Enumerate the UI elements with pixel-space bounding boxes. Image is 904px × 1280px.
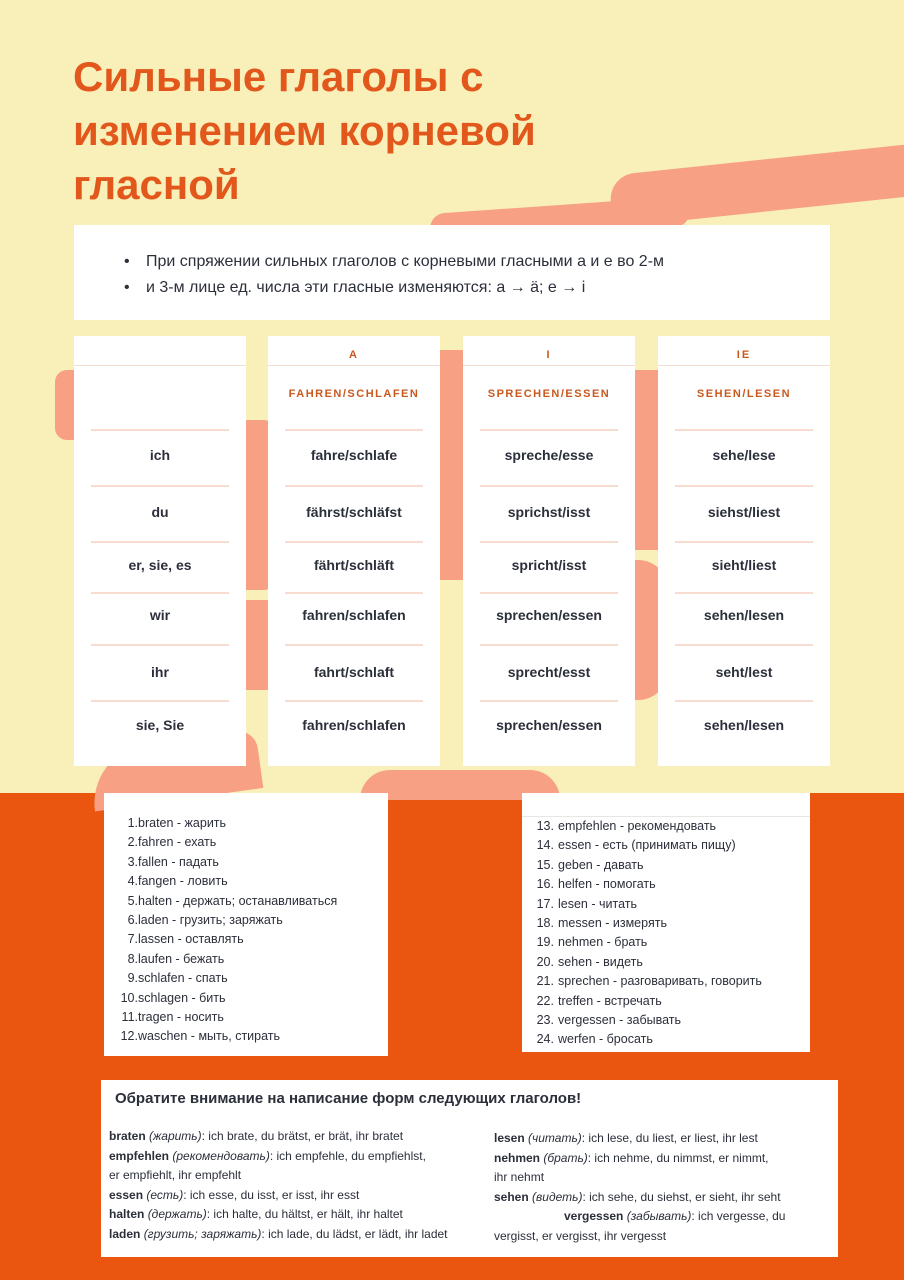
list-number: 17. [536, 896, 554, 911]
column-header-divider [74, 336, 246, 366]
verb-form-cell: spricht/isst [511, 557, 587, 573]
list-number: 5. [127, 893, 138, 908]
column-verbs-label: SEHEN/LESEN [696, 388, 792, 400]
list-text: geben - давать [558, 857, 644, 872]
list-text: helfen - помогать [558, 877, 656, 892]
verb-list-item [536, 875, 656, 894]
verb-list-item [536, 992, 662, 1011]
verb-list-left [104, 793, 388, 1056]
note-forms: vergisst, er vergisst, ihr vergesst [494, 1228, 667, 1243]
row-divider [91, 541, 229, 543]
note-forms: : ich esse, du isst, er isst, ihr esst [183, 1187, 360, 1202]
list-text: schlagen - бить [138, 990, 226, 1005]
verb-list-item [536, 914, 667, 933]
note-line [109, 1205, 403, 1225]
note-gloss: (брать) [543, 1150, 588, 1165]
row-divider [675, 485, 813, 487]
list-text: fahren - ехать [138, 835, 217, 850]
list-number: 9. [127, 971, 138, 986]
list-text: halten - держать; останавливаться [138, 893, 338, 908]
intro-box [74, 225, 830, 320]
row-divider [285, 429, 423, 431]
list-number: 11. [121, 1010, 138, 1024]
note-gloss: (грузить; заряжать) [143, 1226, 262, 1241]
verb-form-cell: sprechen/essen [496, 607, 602, 623]
row-divider [285, 485, 423, 487]
list-number: 22. [536, 993, 554, 1008]
note-verb: empfehlen [109, 1148, 170, 1163]
verb-form-cell: sprichst/isst [507, 504, 591, 520]
row-divider [91, 429, 229, 431]
row-divider [480, 485, 618, 487]
list-number: 10. [120, 990, 138, 1005]
list-number: 3. [127, 854, 138, 869]
verb-form-cell: sehen/lesen [703, 717, 785, 733]
verb-list-item [118, 872, 228, 891]
note-forms: : ich halte, du hältst, er hält, ihr haltet [206, 1207, 403, 1221]
list-text: essen - есть (принимать пищу) [558, 838, 736, 853]
list-text: messen - измерять [558, 916, 667, 930]
list-number: 19. [536, 935, 554, 950]
verb-list-item [536, 1011, 681, 1030]
note-line [109, 1186, 359, 1206]
note-gloss: (видеть) [532, 1189, 583, 1204]
list-number: 14. [536, 838, 554, 853]
verb-list-item [536, 933, 647, 952]
verb-list-item [118, 911, 283, 930]
verb-list-item [118, 930, 244, 949]
verb-form-cell: fahre/schlafe [310, 447, 398, 463]
note-verb: lesen [494, 1131, 525, 1145]
list-text: waschen - мыть, стирать [138, 1029, 281, 1044]
row-divider [285, 644, 423, 646]
row-divider [675, 644, 813, 646]
row-divider [91, 700, 229, 702]
list-number: 12. [120, 1029, 138, 1044]
note-line [109, 1225, 448, 1245]
row-divider [480, 700, 618, 702]
note-gloss: (жарить) [149, 1129, 202, 1143]
list-text: laden - грузить; заряжать [138, 913, 283, 927]
list-text: werfen - бросать [558, 1032, 653, 1047]
list-text: nehmen - брать [558, 935, 648, 950]
note-gloss: (забывать) [626, 1209, 692, 1223]
list-text: sehen - видеть [558, 954, 643, 969]
verb-list-item [536, 817, 716, 836]
pronoun-cell: ihr [151, 664, 169, 680]
verb-list-item [536, 856, 644, 875]
table-column [74, 336, 246, 766]
note-verb: nehmen [494, 1150, 541, 1165]
verb-list-right [522, 793, 810, 1052]
row-divider [480, 541, 618, 543]
row-divider [675, 541, 813, 543]
row-divider [675, 700, 813, 702]
row-divider [675, 592, 813, 594]
pronoun-cell: sie, Sie [135, 717, 185, 733]
intro-bullet: • и 3-м лице ед. числа эти гласные изменяются: a → ä; e → i [124, 275, 664, 301]
pronoun-cell: ich [149, 447, 171, 463]
table-column [268, 336, 440, 766]
verb-list-item [118, 969, 228, 988]
verb-form-cell: fährst/schläfst [306, 504, 402, 520]
verb-list-item [118, 1027, 280, 1046]
verb-form-cell: sieht/liest [711, 557, 777, 573]
list-number: 4. [127, 874, 138, 889]
verb-list-item [118, 989, 226, 1008]
note-line [564, 1207, 785, 1227]
row-divider [480, 644, 618, 646]
list-number: 1. [127, 816, 138, 830]
note-verb: sehen [494, 1189, 529, 1204]
verb-list-item [536, 1030, 653, 1049]
column-vowel-label: A [349, 349, 359, 361]
list-number: 7. [127, 932, 138, 947]
note-forms: ihr nehmt [494, 1170, 545, 1184]
note-gloss: (держать) [147, 1207, 207, 1221]
pronoun-cell: er, sie, es [128, 557, 192, 573]
note-box [101, 1080, 838, 1257]
list-text: fallen - падать [138, 854, 219, 869]
note-gloss: (есть) [146, 1187, 184, 1202]
column-vowel-label: IE [736, 349, 752, 361]
list-number: 15. [536, 857, 554, 872]
list-text: sprechen - разговаривать, говорить [558, 974, 762, 989]
verb-list-item [536, 972, 762, 991]
list-number: 23. [536, 1013, 554, 1027]
verb-form-cell: sprecht/esst [507, 664, 591, 680]
verb-list-item [118, 814, 226, 833]
verb-list-item [118, 1008, 224, 1027]
list-text: treffen - встречать [558, 993, 662, 1008]
note-heading: Обратите внимание на написание форм следующих глаголов! [115, 1090, 582, 1107]
note-forms: : ich sehe, du siehst, er sieht, ihr seht [582, 1189, 781, 1204]
note-verb: halten [109, 1207, 145, 1221]
column-verbs-label: SPRECHEN/ESSEN [487, 388, 611, 400]
note-verb: vergessen [564, 1209, 624, 1223]
verb-form-cell: sehen/lesen [703, 607, 785, 623]
note-gloss: (рекомендовать) [172, 1148, 270, 1163]
note-verb: laden [109, 1226, 141, 1241]
verb-list-item [536, 836, 736, 855]
verb-form-cell: seht/lest [715, 664, 773, 680]
note-verb: braten [109, 1129, 146, 1143]
note-line [109, 1127, 403, 1147]
page-title: Сильные глаголы с изменением корневой гласной [73, 53, 536, 208]
list-number: 24. [536, 1032, 554, 1047]
verb-form-cell: siehst/liest [707, 504, 781, 520]
note-gloss: (читать) [528, 1131, 582, 1145]
verb-form-cell: fahrt/schlaft [313, 664, 395, 680]
verb-list-item [536, 895, 637, 914]
list-number: 6. [127, 913, 138, 927]
list-text: vergessen - забывать [558, 1013, 682, 1027]
verb-list-item [536, 953, 643, 972]
intro-list [124, 249, 664, 301]
note-forms: : ich lade, du lädst, er lädt, ihr ladet [261, 1226, 448, 1241]
list-text: lesen - читать [558, 896, 637, 911]
verb-form-cell: fahren/schlafen [302, 607, 406, 623]
intro-bullet: • При спряжении сильных глаголов с корневыми гласными a и e во 2-м [124, 249, 664, 275]
list-number: 18. [536, 916, 554, 930]
list-text: fangen - ловить [138, 874, 228, 889]
column-vowel-label: I [546, 349, 552, 361]
verb-form-cell: spreche/esse [504, 447, 594, 463]
verb-form-cell: fahren/schlafen [302, 717, 406, 733]
verb-form-cell: fährt/schläft [313, 557, 395, 573]
row-divider [91, 485, 229, 487]
verb-list-item [118, 853, 219, 872]
list-number: 21. [536, 974, 554, 989]
row-divider [285, 592, 423, 594]
note-line [494, 1168, 544, 1188]
note-forms: : ich vergesse, du [691, 1209, 786, 1223]
list-text: schlafen - спать [138, 971, 228, 986]
note-forms: er empfiehlt, ihr empfehlt [109, 1168, 242, 1182]
row-divider [675, 429, 813, 431]
verb-list-item [118, 892, 337, 911]
list-text: braten - жарить [138, 816, 227, 830]
list-text: empfehlen - рекомендовать [558, 819, 717, 833]
note-forms: : ich lese, du liest, er liest, ihr lest [581, 1131, 758, 1145]
row-divider [480, 429, 618, 431]
note-line [494, 1149, 769, 1169]
pronoun-cell: wir [149, 607, 171, 623]
list-number: 2. [127, 835, 138, 850]
note-line [494, 1227, 666, 1247]
row-divider [91, 592, 229, 594]
row-divider [91, 644, 229, 646]
note-forms: : ich empfehle, du empfiehlst, [269, 1148, 426, 1163]
note-forms: : ich nehme, du nimmst, er nimmt, [587, 1150, 769, 1165]
list-number: 20. [536, 954, 554, 969]
list-number: 16. [536, 877, 554, 892]
verb-list-item [118, 950, 224, 969]
table-column [658, 336, 830, 766]
verb-list-item [118, 833, 216, 852]
list-text: tragen - носить [138, 1010, 224, 1024]
note-line [494, 1129, 758, 1149]
verb-form-cell: sehe/lese [712, 447, 776, 463]
table-column [463, 336, 635, 766]
row-divider [285, 700, 423, 702]
list-number: 13. [536, 819, 554, 833]
row-divider [285, 541, 423, 543]
row-divider [480, 592, 618, 594]
note-verb: essen [109, 1187, 144, 1202]
list-text: lassen - оставлять [138, 932, 244, 947]
list-number: 8. [127, 951, 138, 966]
list-text: laufen - бежать [138, 951, 225, 966]
column-verbs-label: FAHREN/SCHLAFEN [288, 388, 420, 400]
note-forms: : ich brate, du brätst, er brät, ihr bratet [201, 1129, 404, 1143]
verb-form-cell: sprechen/essen [496, 717, 602, 733]
note-line [494, 1188, 781, 1208]
note-line [109, 1166, 241, 1186]
pronoun-cell: du [151, 504, 169, 520]
note-line [109, 1147, 426, 1167]
